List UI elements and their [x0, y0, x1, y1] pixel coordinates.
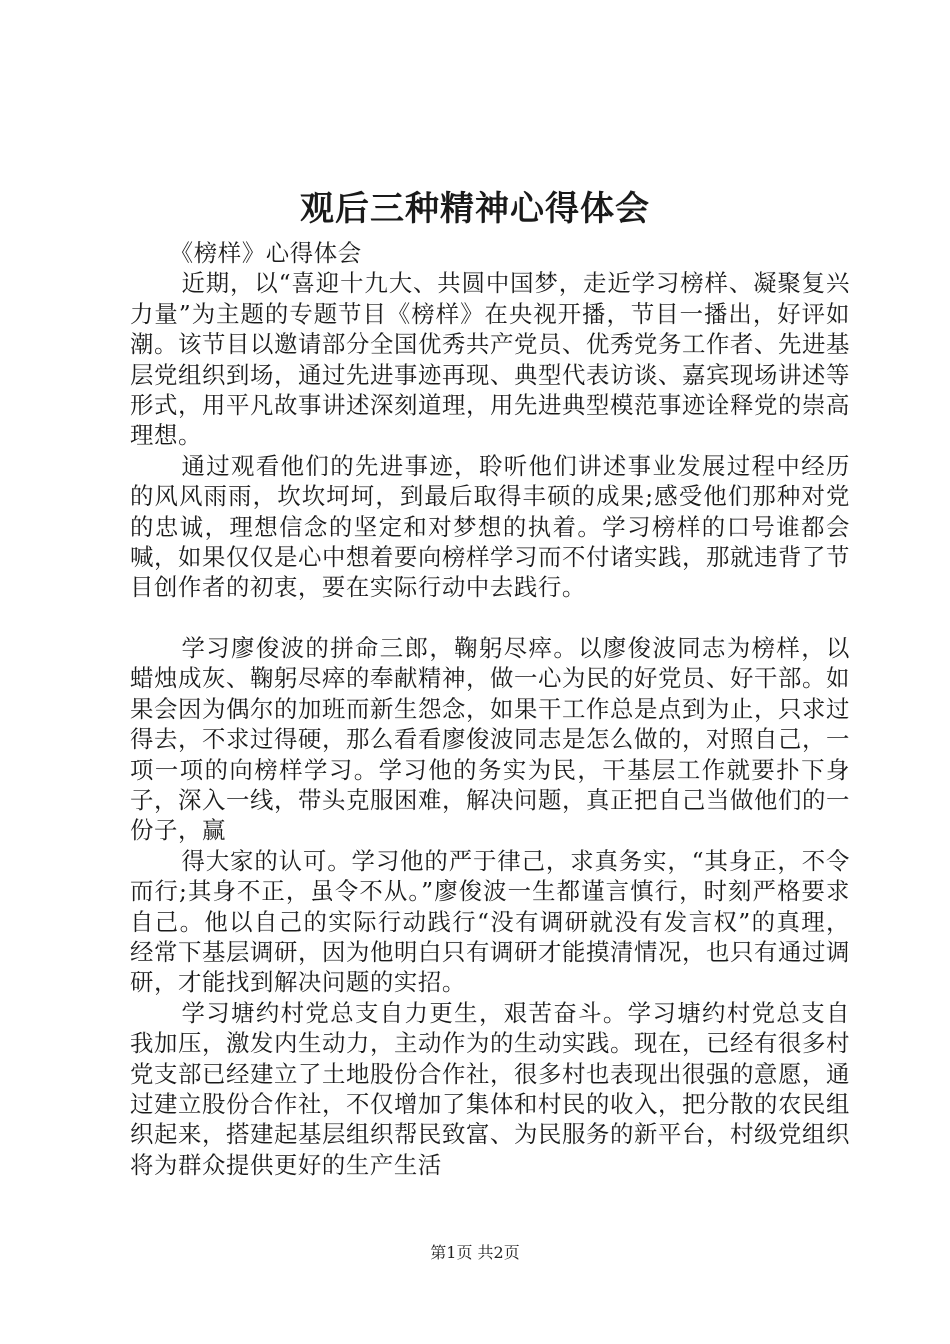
paragraph: 近期，以“喜迎十九大、共圆中国梦，走近学习榜样、凝聚复兴力量”为主题的专题节目《榜样》在央视开播，节目一播出，好评如潮。该节目以邀请部分全国优秀共产党员、优秀党务工作者、先进基层党组织到场，通过先进事迹再现、典型代表访谈、嘉宾现场讲述等形式，用平凡故事讲述深刻道理，用先进典型模范事迹诠释党的崇高理想。 [130, 269, 850, 450]
paragraph: 得大家的认可。学习他的严于律己，求真务实，“其身正，不令而行;其身不正，虽令不从。”廖俊波一生都谨言慎行，时刻严格要求自己。他以自己的实际行动践行“没有调研就没有发言权”的真理，经常下基层调研，因为他明白只有调研才能摸清情况，也只有通过调研，才能找到解决问题的实招。 [130, 846, 850, 997]
paragraph: 学习塘约村党总支自力更生，艰苦奋斗。学习塘约村党总支自我加压，激发内生动力，主动作为的生动实践。现在，已经有很多村党支部已经建立了土地股份合作社，很多村也表现出很强的意愿，通过建立股份合作社，不仅增加了集体和村民的收入，把分散的农民组织起来，搭建起基层组织帮民致富、为民服务的新平台，村级党组织将为群众提供更好的生产生活 [130, 998, 850, 1179]
document-subtitle: 《榜样》心得体会 [169, 239, 362, 267]
document-title: 观后三种精神心得体会 [300, 189, 650, 229]
page-footer: 第1页 共2页 [430, 1243, 520, 1262]
paragraph: 学习廖俊波的拼命三郎，鞠躬尽瘁。以廖俊波同志为榜样，以蜡烛成灰、鞠躬尽瘁的奉献精神，做一心为民的好党员、好干部。如果会因为偶尔的加班而新生怨念，如果干工作总是点到为止，只求过得去，不求过得硬，那么看看廖俊波同志是怎么做的，对照自己，一项一项的向榜样学习。学习他的务实为民，干基层工作就要扑下身子，深入一线，带头克服困难，解决问题，真正把自己当做他们的一份子，赢 [130, 633, 850, 845]
document-body [130, 238, 850, 1180]
paragraph: 通过观看他们的先进事迹，聆听他们讲述事业发展过程中经历的风风雨雨，坎坎坷坷，到最后取得丰硕的成果;感受他们那种对党的忠诚，理想信念的坚定和对梦想的执着。学习榜样的口号谁都会喊，如果仅仅是心中想着要向榜样学习而不付诸实践，那就违背了节目创作者的初衷，要在实际行动中去践行。 [130, 451, 850, 602]
